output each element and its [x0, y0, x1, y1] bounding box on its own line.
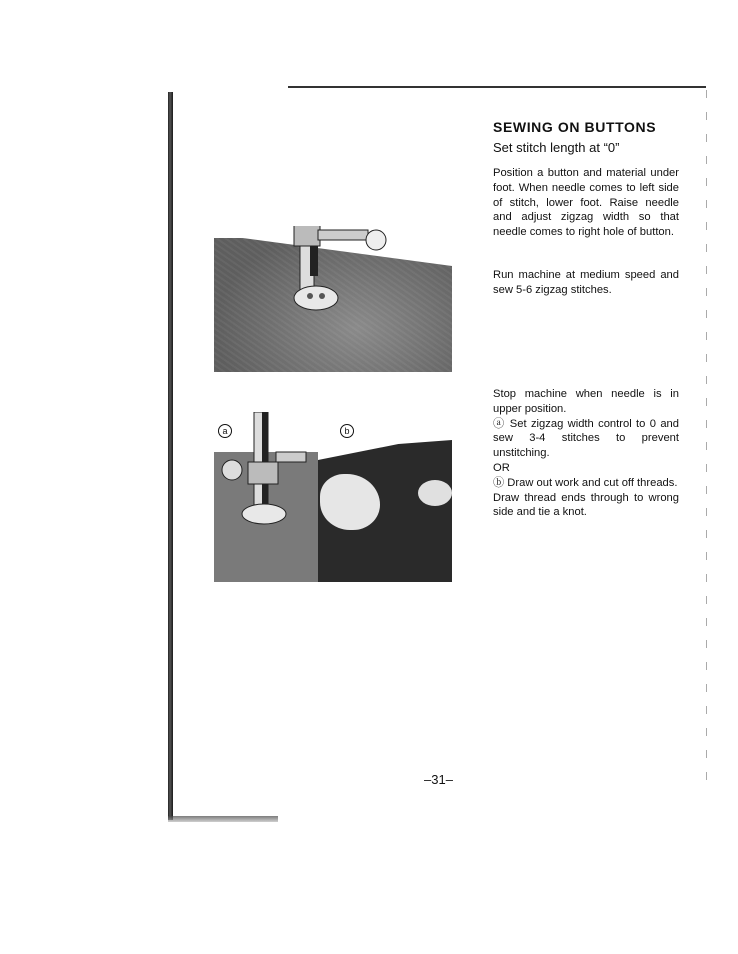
step-set-zigzag: ⓐ Set zigzag width control to 0 and sew 3-4 stitches to prevent unstitching.	[493, 417, 679, 460]
needle-foot-illustration	[214, 412, 318, 582]
finishing-steps	[493, 387, 679, 520]
paragraph-run-machine: Run machine at medium speed and sew 5-6 zigzag stitches.	[493, 269, 679, 296]
hand-shape	[320, 474, 380, 530]
section-heading: SEWING ON BUTTONS	[493, 119, 657, 135]
step-or: OR	[493, 461, 510, 474]
page-number: –31–	[424, 772, 453, 787]
photo-button-under-foot	[214, 226, 452, 372]
paragraph-position-button: Position a button and material under foot. When needle comes to left side of stitch, lower foot. Raise needle and adjust zigzag width so that needle comes to right hole of button.	[493, 167, 679, 239]
step-stop-machine: Stop machine when needle is in upper position.	[493, 388, 679, 415]
top-scan-line	[288, 86, 706, 88]
binding-rule-bottom	[168, 816, 278, 822]
photo-background	[318, 436, 452, 476]
step-tie-knot: Draw thread ends through to wrong side and tie a knot.	[493, 491, 679, 519]
photo-zigzag-control	[214, 412, 318, 582]
finger-shape	[418, 480, 452, 506]
step-draw-out: ⓑ Draw out work and cut off threads.	[493, 476, 678, 489]
photo-cut-threads	[318, 436, 452, 582]
binding-rule	[168, 92, 173, 820]
stitch-length-note: Set stitch length at “0”	[493, 140, 620, 155]
presser-foot-illustration	[214, 226, 452, 372]
page-edge	[706, 90, 707, 790]
figure-label-a: a	[218, 424, 232, 438]
figure-label-b: b	[340, 424, 354, 438]
